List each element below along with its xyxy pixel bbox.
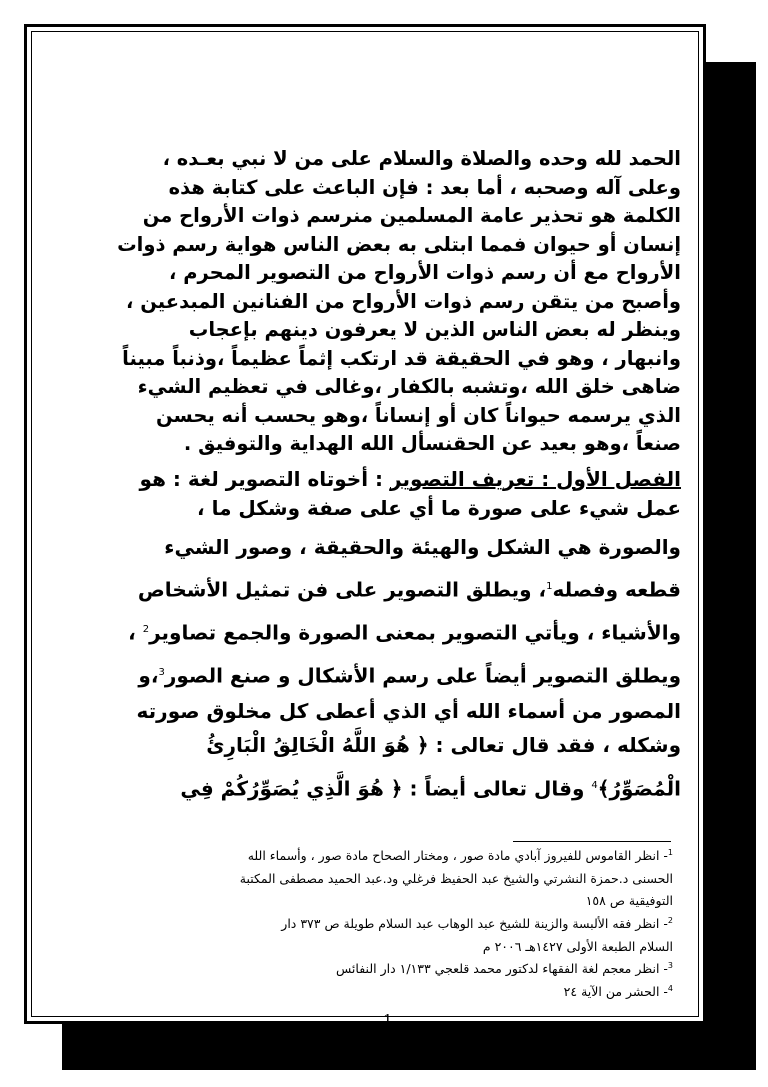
footnote: الحسنى د.حمزة النشرتي والشيخ عبد الحفيظ فرغلي ود.عبد الحميد مصطفى المكتبة	[239, 870, 673, 886]
footnote: السلام الطبعة الأولى ١٤٢٧هـ ٢٠٠٦ م	[482, 938, 673, 954]
chapter-line: والصورة هي الشكل والهيئة والحقيقة ، وصور الشيء	[164, 534, 681, 559]
footnote-ref[interactable]: 1	[546, 581, 553, 592]
intro-line: وعلى آله وصحبه ، أما بعد : فإن الباعث على كتابة هذه	[168, 175, 681, 199]
footnote: $^1$- انظر القاموس للفيروز آبادي مادة صور ، ومختار الصحاح مادة صور ، وأسماء الله	[247, 848, 673, 864]
footnote-ref[interactable]: 3	[158, 667, 165, 679]
intro-paragraph	[37, 145, 681, 459]
footnote-separator	[513, 841, 671, 842]
intro-line: الكلمة هو تحذير عامة المسلمين منرسم ذوات الأرواح من	[142, 204, 681, 227]
intro-line: الأرواح مع أن رسم ذوات الأرواح من التصوير المحرم ،	[169, 261, 681, 284]
chapter-line: ويطلق التصوير أيضاً على رسم الأشكال و صنع الصور$^3$،و	[138, 663, 681, 688]
intro-line: وانبهار ، وهو في الحقيقة قد ارتكب إثماً عظيماً ،وذنباً مبيناً	[122, 346, 681, 370]
intro-line: إنسان أو حيوان فمما ابتلى به بعض الناس هواية رسم ذوات	[117, 232, 681, 256]
footnote: $^3$- انظر معجم لغة الفقهاء لدكتور محمد قلعجي ١/١٣٣ دار النفائس	[336, 961, 673, 977]
chapter-line: المصور من أسماء الله أي الذي أعطى كل مخلوق صورته	[136, 699, 681, 724]
chapter-section	[37, 465, 681, 810]
footnote-ref[interactable]: 4	[591, 779, 598, 791]
chapter-line: وشكله ، فقد قال تعالى : ﴿ هُوَ اللَّهُ الْخَالِقُ الْبَارِئُ	[206, 733, 681, 758]
footnote: $^4$- الحشر من الآية ٢٤	[563, 983, 673, 1000]
intro-line: الحمد لله وحده والصلاة والسلام على من لا نبي بعـده ،	[162, 147, 681, 170]
footnote: $^2$- انظر فقه الألبسة والزينة للشيخ عبد الوهاب عبد السلام طويلة ص ٣٧٣ دار	[281, 915, 673, 932]
intro-line: وأصبح من يتقن رسم ذوات الأرواح من الفنانين المبدعين ،	[126, 289, 681, 313]
chapter-line: الْمُصَوِّرُ﴾$^4$ وقال تعالى أيضاً : ﴿ هُوَ الَّذِي يُصَوِّرُكُمْ فِي	[180, 776, 681, 801]
footnote: التوفيقية ص ١٥٨	[585, 893, 673, 909]
chapter-line: الفصل الأول : تعريف التصوير : أخوتاه التصوير لغة : هو	[139, 466, 681, 491]
intro-line: الذي يرسمه حيواناً كان أو إنساناً ،وهو يحسب أنه يحسن	[156, 403, 681, 427]
intro-line: صنعاً ،وهو بعيد عن الحقنسأل الله الهداية والتوفيق .	[183, 432, 681, 455]
page-number: 1	[383, 1011, 393, 1029]
intro-line: ضاهى خلق الله ،وتشبه بالكفار ،وغالى في تعظيم الشيء	[137, 375, 681, 398]
footnote-ref[interactable]: 2	[142, 624, 150, 636]
footnotes	[67, 843, 673, 1002]
page-shadow-bottom	[62, 1024, 756, 1070]
chapter-line: عمل شيء على صورة ما أي على صفة وشكل ما ،	[197, 495, 681, 520]
intro-line: وينظر له بعض الناس الذين لا يعرفون دينهم بإعجاب	[188, 318, 681, 341]
page-shadow-right	[706, 62, 756, 1070]
chapter-title: الفصل الأول : تعريف التصوير	[390, 466, 681, 491]
chapter-line: قطعه وفصله$^1$، ويطلق التصوير على فن تمثيل الأشخاص	[137, 577, 681, 602]
chapter-line: والأشياء ، ويأتي التصوير بمعنى الصورة والجمع تصاوير$^2$ ،	[128, 620, 681, 645]
page-content	[37, 145, 681, 809]
document-page	[24, 24, 706, 1029]
